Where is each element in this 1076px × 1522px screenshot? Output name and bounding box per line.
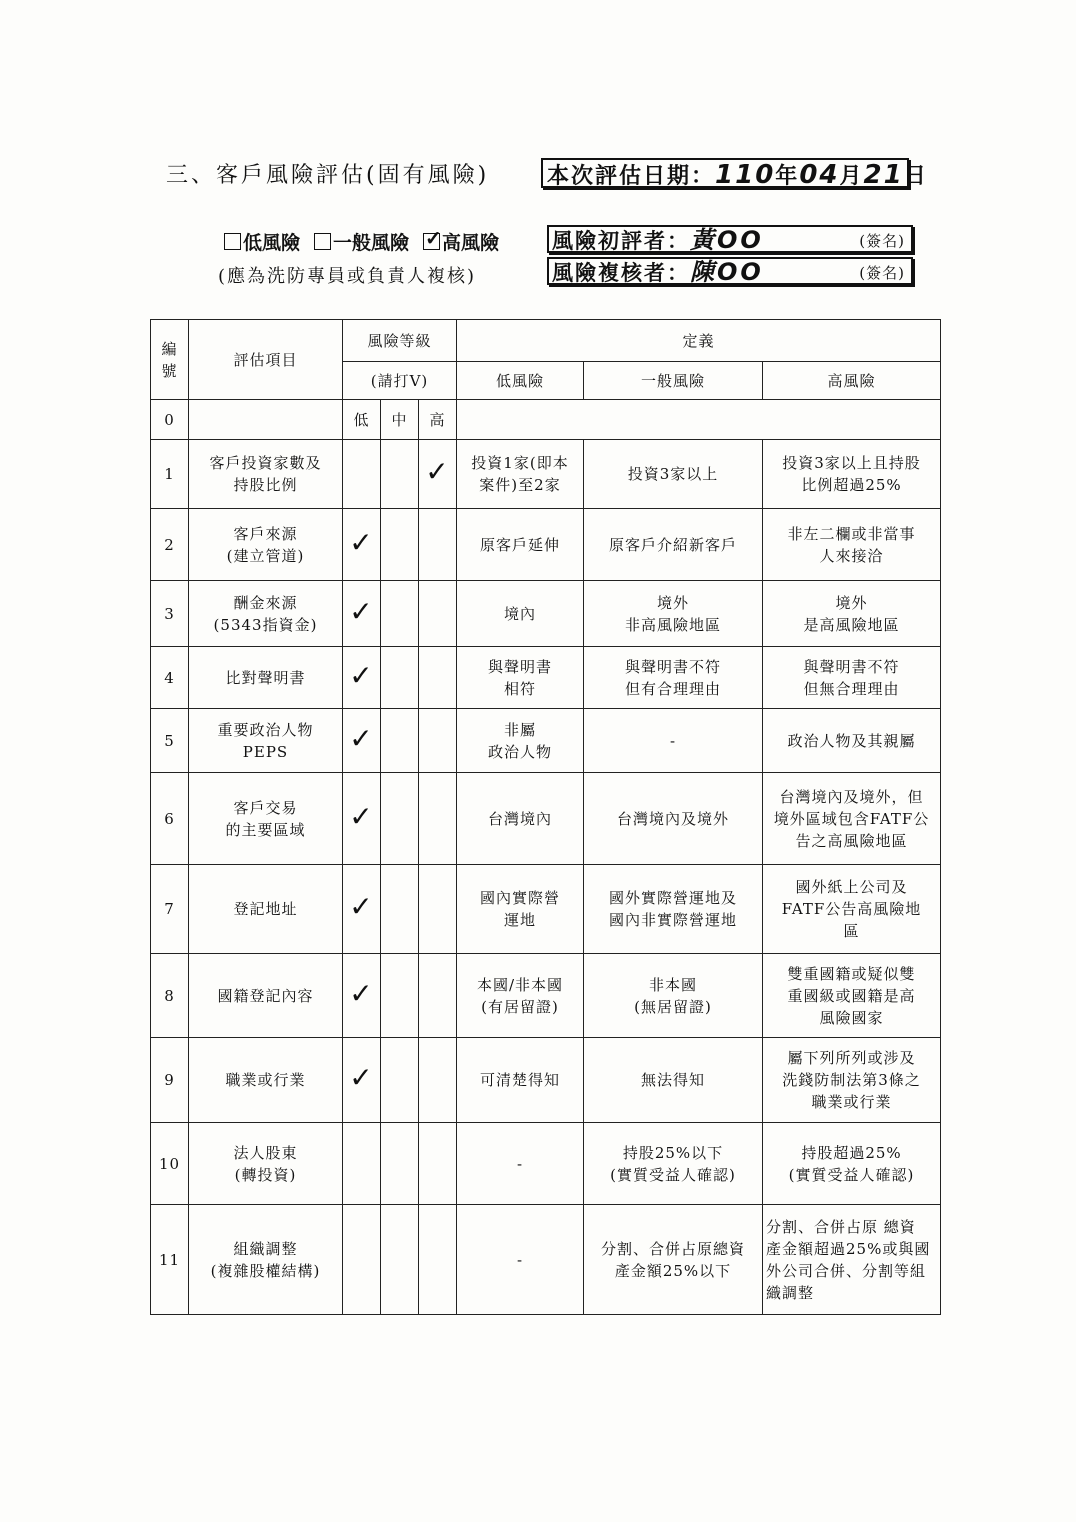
date-day: 21	[863, 160, 904, 190]
row-no: 8	[151, 954, 189, 1038]
level-high-cell[interactable]	[419, 647, 457, 709]
table-row	[151, 709, 941, 773]
definition-low: 原客戶延伸	[457, 509, 584, 581]
row-no: 1	[151, 440, 189, 509]
definition-low: 境內	[457, 581, 584, 647]
check-mark-icon: ✓	[349, 525, 374, 559]
check-mark-icon: ✓	[349, 658, 374, 692]
table-row	[151, 647, 941, 709]
level-mid-cell[interactable]	[381, 440, 419, 509]
level-high-header: 高	[419, 400, 457, 440]
level-mid-cell[interactable]	[381, 954, 419, 1038]
risk-option-label: 低風險	[243, 232, 301, 254]
check-mark-icon: ✓	[349, 890, 374, 923]
definition-low: 本國/非本國 (有居留證)	[457, 954, 584, 1038]
risk-option-label: 高風險	[442, 232, 500, 254]
row-no: 2	[151, 509, 189, 581]
level-low-cell[interactable]	[343, 865, 381, 954]
risk-option-general[interactable]	[314, 228, 409, 255]
header-high: 高風險	[763, 362, 941, 400]
definition-general: 原客戶介紹新客戶	[584, 509, 763, 581]
initial-assessor-signature: 黃OO	[690, 226, 764, 254]
level-low-cell[interactable]	[343, 1038, 381, 1123]
definition-general: -	[584, 709, 763, 773]
check-mark-icon: ✓	[349, 594, 374, 628]
definition-general: 持股25%以下 (實質受益人確認)	[584, 1123, 763, 1205]
row-item: 法人股東 (轉投資)	[189, 1123, 343, 1205]
definition-general: 境外 非高風險地區	[584, 581, 763, 647]
row-item: 客戶來源 (建立管道)	[189, 509, 343, 581]
definition-low: 國內實際營 運地	[457, 865, 584, 954]
definition-high: 與聲明書不符 但無合理理由	[763, 647, 941, 709]
level-mid-cell[interactable]	[381, 1123, 419, 1205]
definition-low: 台灣境內	[457, 773, 584, 865]
row-no: 9	[151, 1038, 189, 1123]
evaluation-date-box	[541, 158, 928, 190]
section-title: 三、客戶風險評估(固有風險)	[166, 163, 490, 188]
definition-low: 投資1家(即本 案件)至2家	[457, 440, 584, 509]
row-item: 客戶投資家數及 持股比例	[189, 440, 343, 509]
level-high-cell[interactable]	[419, 509, 457, 581]
risk-assessment-table	[150, 319, 941, 1315]
level-mid-cell[interactable]	[381, 647, 419, 709]
initial-assessor-label: 風險初評者：	[552, 228, 690, 253]
sign-tag: (簽名)	[859, 232, 905, 250]
row0-no: 0	[151, 400, 189, 440]
level-high-cell[interactable]	[419, 1205, 457, 1315]
row-no: 11	[151, 1205, 189, 1315]
row-item: 組織調整 (複雜股權結構)	[189, 1205, 343, 1315]
reviewer-signature: 陳OO	[690, 258, 764, 286]
checkbox-checked-icon[interactable]	[423, 233, 440, 250]
date-month-unit: 月	[839, 163, 864, 189]
definition-general: 國外實際營運地及 國內非實際營運地	[584, 865, 763, 954]
check-mark-icon: ✓	[349, 976, 374, 1010]
level-high-cell[interactable]	[419, 1038, 457, 1123]
header-item: 評估項目	[189, 320, 343, 400]
level-high-cell[interactable]	[419, 709, 457, 773]
level-high-cell[interactable]	[419, 581, 457, 647]
check-mark-icon: ✓	[349, 799, 374, 833]
level-low-header: 低	[343, 400, 381, 440]
row-item: 國籍登記內容	[189, 954, 343, 1038]
level-high-cell[interactable]	[419, 440, 457, 509]
row-item: 比對聲明書	[189, 647, 343, 709]
reviewer-box	[547, 257, 913, 285]
row-no: 10	[151, 1123, 189, 1205]
checkbox-icon[interactable]	[314, 233, 331, 250]
review-note: (應為洗防專員或負責人複核)	[218, 266, 477, 287]
definition-general: 無法得知	[584, 1038, 763, 1123]
definition-high: 國外紙上公司及 FATF公告高風險地 區	[763, 865, 941, 954]
level-low-cell[interactable]	[343, 1123, 381, 1205]
row-no: 3	[151, 581, 189, 647]
definition-low: 非屬 政治人物	[457, 709, 584, 773]
level-mid-cell[interactable]	[381, 1038, 419, 1123]
definition-high: 雙重國籍或疑似雙 重國級或國籍是高 風險國家	[763, 954, 941, 1038]
row-item: 登記地址	[189, 865, 343, 954]
risk-option-low[interactable]	[224, 228, 300, 255]
header-level: 風險等級	[343, 320, 457, 362]
table-row	[151, 1038, 941, 1123]
risk-option-label: 一般風險	[333, 232, 410, 254]
row-item: 職業或行業	[189, 1038, 343, 1123]
row0-definition	[457, 400, 941, 440]
risk-option-high[interactable]	[423, 228, 499, 255]
definition-high: 非左二欄或非當事 人來接洽	[763, 509, 941, 581]
table-row	[151, 865, 941, 954]
definition-low: -	[457, 1205, 584, 1315]
level-low-cell[interactable]	[343, 509, 381, 581]
definition-high: 投資3家以上且持股 比例超過25%	[763, 440, 941, 509]
definition-general: 台灣境內及境外	[584, 773, 763, 865]
reviewer-label: 風險複核者：	[552, 260, 690, 285]
row-no: 5	[151, 709, 189, 773]
header-general: 一般風險	[584, 362, 763, 400]
check-mark-icon: ✓	[349, 721, 374, 755]
definition-low: -	[457, 1123, 584, 1205]
table-row	[151, 1123, 941, 1205]
level-low-cell[interactable]	[343, 709, 381, 773]
definition-general: 與聲明書不符 但有合理理由	[584, 647, 763, 709]
table-row	[151, 954, 941, 1038]
definition-high: 持股超過25% (實質受益人確認)	[763, 1123, 941, 1205]
date-year-unit: 年	[775, 163, 800, 189]
date-label: 本次評估日期：	[547, 163, 716, 189]
level-high-cell[interactable]	[419, 1123, 457, 1205]
level-low-cell[interactable]	[343, 773, 381, 865]
row-no: 6	[151, 773, 189, 865]
date-day-unit: 日	[903, 163, 928, 189]
definition-low: 與聲明書 相符	[457, 647, 584, 709]
level-low-cell[interactable]	[343, 440, 381, 509]
initial-assessor-box	[547, 225, 913, 253]
row-no: 7	[151, 865, 189, 954]
table-row	[151, 440, 941, 509]
definition-high: 台灣境內及境外，但 境外區域包含FATF公 告之高風險地區	[763, 773, 941, 865]
definition-high: 分割、合併占原 總資 產金額超過25%或與國 外公司合併、分割等組 織調整	[763, 1205, 941, 1315]
definition-low: 可清楚得知	[457, 1038, 584, 1123]
level-mid-cell[interactable]	[381, 581, 419, 647]
level-high-cell[interactable]	[419, 773, 457, 865]
row0-item	[189, 400, 343, 440]
sign-tag: (簽名)	[859, 264, 905, 282]
header-low: 低風險	[457, 362, 584, 400]
check-mark-icon: ✓	[349, 1061, 374, 1094]
level-low-cell[interactable]	[343, 954, 381, 1038]
table-row	[151, 1205, 941, 1315]
level-mid-header: 中	[381, 400, 419, 440]
level-mid-cell[interactable]	[381, 709, 419, 773]
header-level-note: (請打V)	[343, 362, 457, 400]
level-mid-cell[interactable]	[381, 509, 419, 581]
level-low-cell[interactable]	[343, 647, 381, 709]
risk-options	[224, 228, 499, 255]
level-high-cell[interactable]	[419, 865, 457, 954]
header-no: 編號	[151, 320, 189, 400]
level-mid-cell[interactable]	[381, 865, 419, 954]
header-definition: 定義	[457, 320, 941, 362]
definition-high: 境外 是高風險地區	[763, 581, 941, 647]
row-no: 4	[151, 647, 189, 709]
definition-general: 非本國 (無居留證)	[584, 954, 763, 1038]
definition-general: 分割、合併占原總資 產金額25%以下	[584, 1205, 763, 1315]
check-mark-icon: ✓	[425, 455, 450, 488]
table-row	[151, 509, 941, 581]
level-low-cell[interactable]	[343, 1205, 381, 1315]
level-mid-cell[interactable]	[381, 773, 419, 865]
definition-general: 投資3家以上	[584, 440, 763, 509]
level-low-cell[interactable]	[343, 581, 381, 647]
date-year: 110	[715, 160, 776, 190]
definition-high: 屬下列所列或涉及 洗錢防制法第3條之 職業或行業	[763, 1038, 941, 1123]
row-item: 酬金來源 (5343指資金)	[189, 581, 343, 647]
level-mid-cell[interactable]	[381, 1205, 419, 1315]
date-month: 04	[799, 160, 840, 190]
checkbox-icon[interactable]	[224, 233, 241, 250]
row-item: 客戶交易 的主要區域	[189, 773, 343, 865]
table-row	[151, 581, 941, 647]
definition-high: 政治人物及其親屬	[763, 709, 941, 773]
row-item: 重要政治人物 PEPS	[189, 709, 343, 773]
table-row	[151, 773, 941, 865]
level-high-cell[interactable]	[419, 954, 457, 1038]
